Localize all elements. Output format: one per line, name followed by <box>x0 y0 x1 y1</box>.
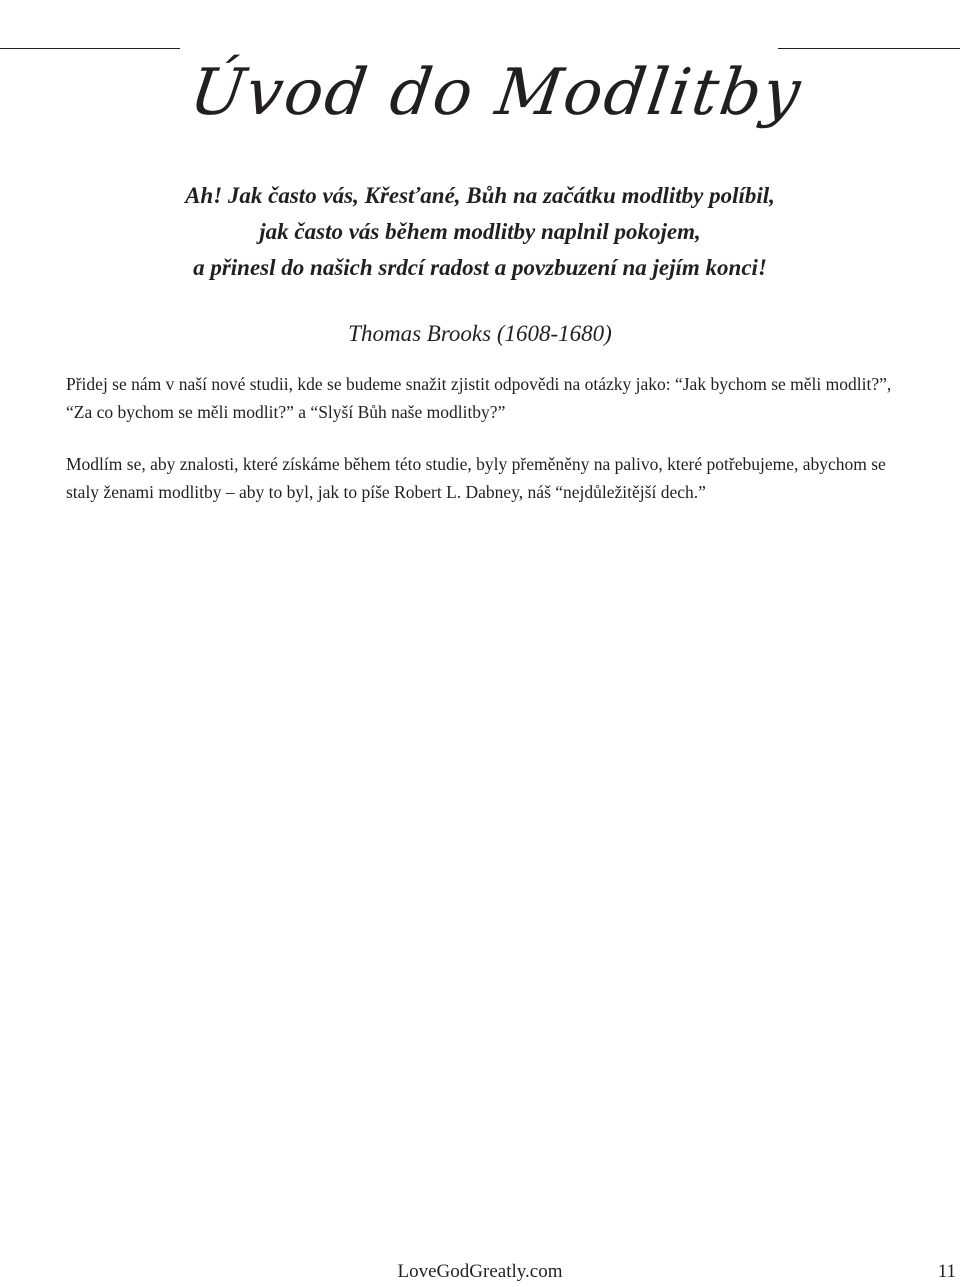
prayer-paragraph: Modlím se, aby znalosti, které získáme během této studie, byly přeměněny na palivo, které potřebujeme, abychom se staly ženami modlitby – aby to byl, jak to píše Robert L. Dabney, náš “nejdůležitější dech.” <box>66 454 886 502</box>
quote-line-1: Ah! Jak často vás, Křesťané, Bůh na začátku modlitby políbil, <box>185 183 775 208</box>
page-title: Úvod do Modlitby <box>185 55 807 130</box>
title-rule-right <box>778 48 960 49</box>
quote-block <box>60 178 900 286</box>
quote-author: Thomas Brooks (1608-1680) <box>348 321 612 346</box>
intro-paragraph: Přidej se nám v naší nové studii, kde se budeme snažit zjistit odpovědi na otázky jako: “Jak bychom se měli modlit?”, “Za co bychom se měli modlit?” a “Slyší Bůh naše modlitby?” <box>66 374 892 422</box>
page-number: 11 <box>937 1261 956 1282</box>
title-rule-left <box>0 48 180 49</box>
quote-line-3: a přinesl do našich srdcí radost a povzbuzení na jejím konci! <box>193 255 767 280</box>
footer-website: LoveGodGreatly.com <box>397 1261 563 1282</box>
title-row <box>0 0 960 130</box>
quote-line-2: jak často vás během modlitby naplnil pokojem, <box>259 219 701 244</box>
